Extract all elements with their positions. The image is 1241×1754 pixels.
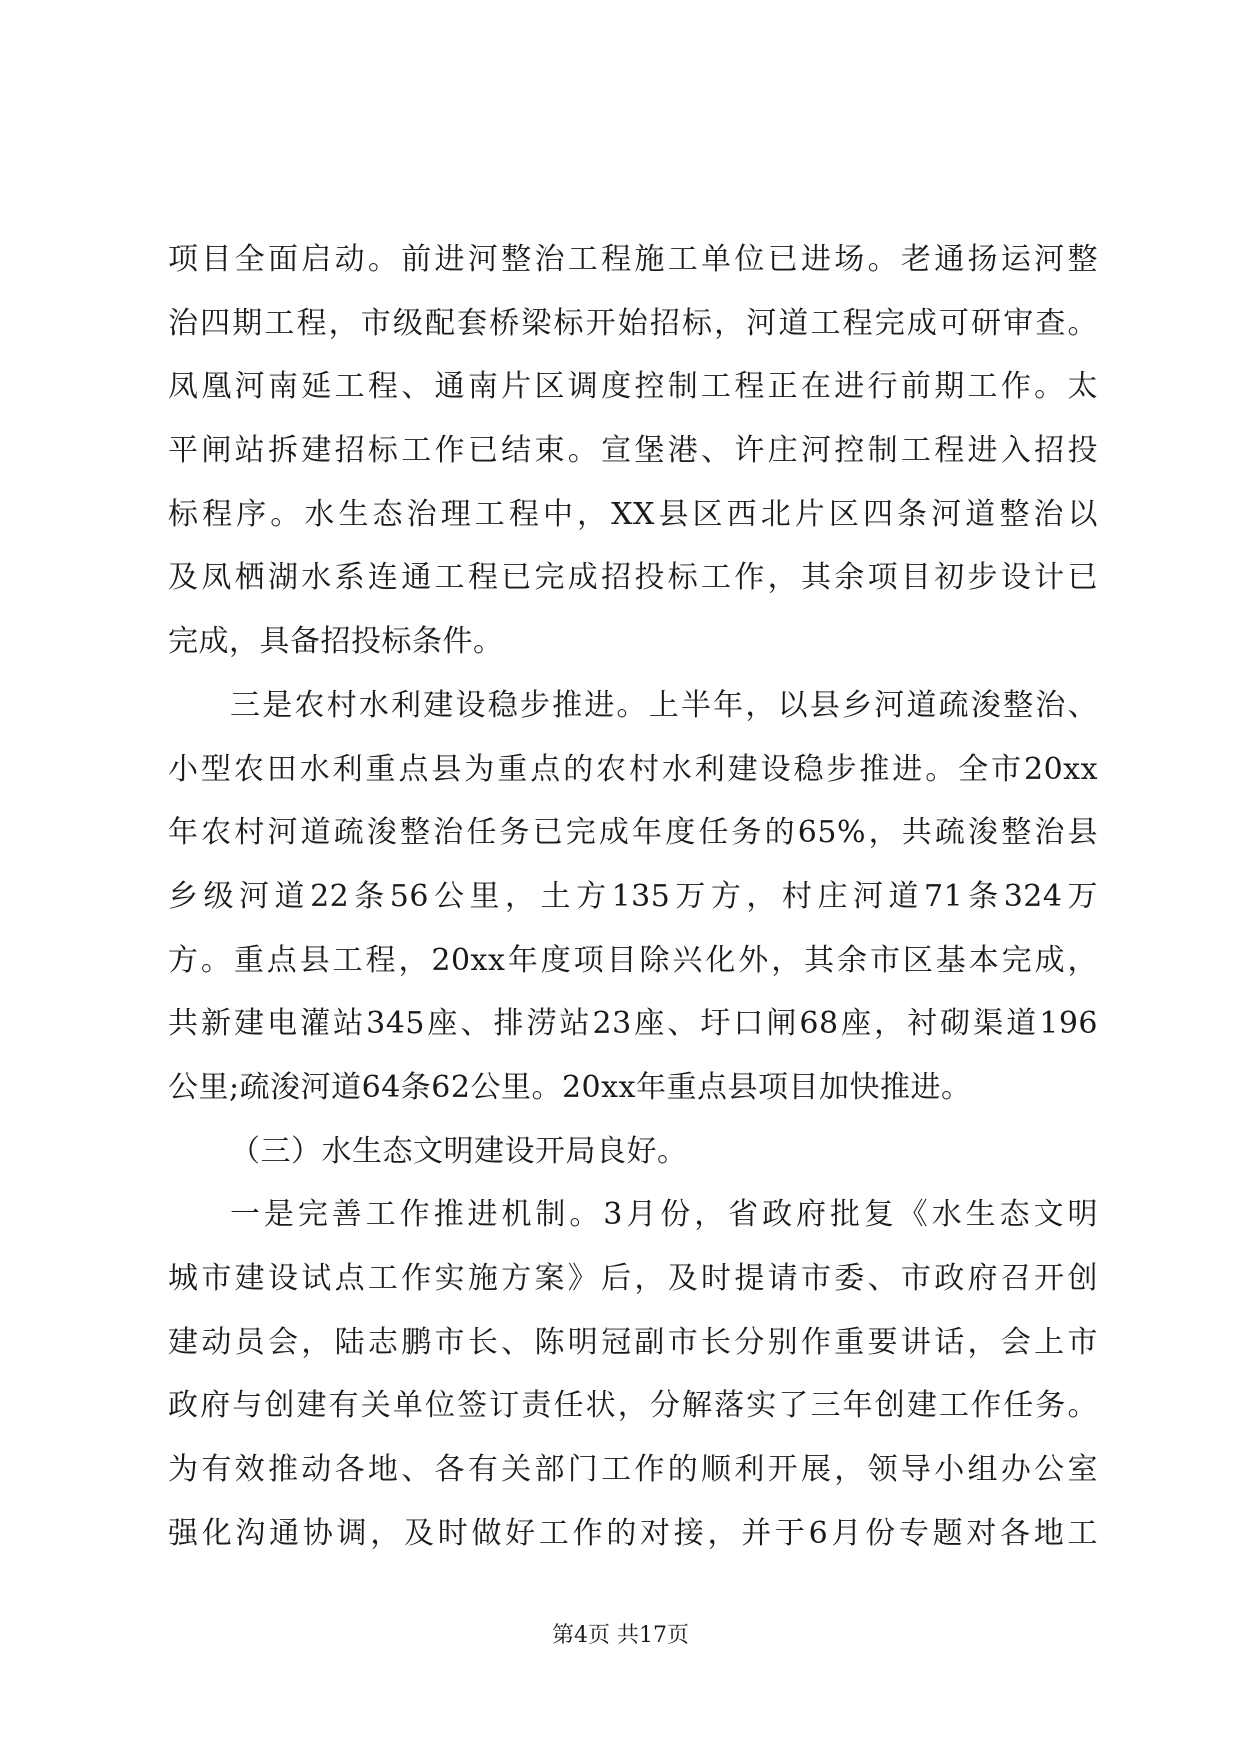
text-line: 平闸站拆建招标工作已结束。宣堡港、许庄河控制工程进入招投	[168, 433, 1098, 469]
text-line: 项目全面启动。前进河整治工程施工单位已进场。老通扬运河整	[168, 242, 1098, 277]
text-line: 政府与创建有关单位签订责任状，分解落实了三年创建工作任务。	[168, 1388, 1098, 1424]
document-body	[168, 228, 1098, 1565]
text-line: 及凤栖湖水系连通工程已完成招投标工作，其余项目初步设计已	[168, 560, 1098, 596]
text-line: 乡级河道22条56公里，土方135万方，村庄河道71条324万	[168, 878, 1098, 914]
paragraph-first-line: 一是完善工作推进机制。3月份，省政府批复《水生态文明	[230, 1197, 1098, 1233]
text-line: 为有效推动各地、各有关部门工作的顺利开展，领导小组办公室	[168, 1452, 1098, 1488]
text-line: 完成，具备招投标条件。	[168, 624, 504, 660]
text-line: 凤凰河南延工程、通南片区调度控制工程正在进行前期工作。太	[168, 369, 1098, 405]
text-line: 小型农田水利重点县为重点的农村水利建设稳步推进。全市20xx	[168, 751, 1098, 787]
paragraph-first-line: 三是农村水利建设稳步推进。上半年，以县乡河道疏浚整治、	[230, 687, 1098, 723]
text-line: 公里;疏浚河道64条62公里。20xx年重点县项目加快推进。	[168, 1069, 972, 1105]
text-line: 共新建电灌站345座、排涝站23座、圩口闸68座，衬砌渠道196	[168, 1006, 1098, 1042]
text-line: 强化沟通协调，及时做好工作的对接，并于6月份专题对各地工	[168, 1515, 1098, 1551]
text-line: 建动员会，陆志鹏市长、陈明冠副市长分别作重要讲话，会上市	[168, 1324, 1098, 1360]
text-line: 城市建设试点工作实施方案》后，及时提请市委、市政府召开创	[168, 1261, 1098, 1296]
text-line: 标程序。水生态治理工程中，XX县区西北片区四条河道整治以	[168, 496, 1098, 532]
page-number-footer: 第4页 共17页	[552, 1623, 689, 1648]
text-line: 治四期工程，市级配套桥梁标开始招标，河道工程完成可研审查。	[168, 305, 1098, 341]
section-heading: （三）水生态文明建设开局良好。	[230, 1133, 688, 1169]
text-line: 年农村河道疏浚整治任务已完成年度任务的65%，共疏浚整治县	[168, 815, 1098, 851]
text-line: 方。重点县工程，20xx年度项目除兴化外，其余市区基本完成，	[168, 942, 1098, 978]
